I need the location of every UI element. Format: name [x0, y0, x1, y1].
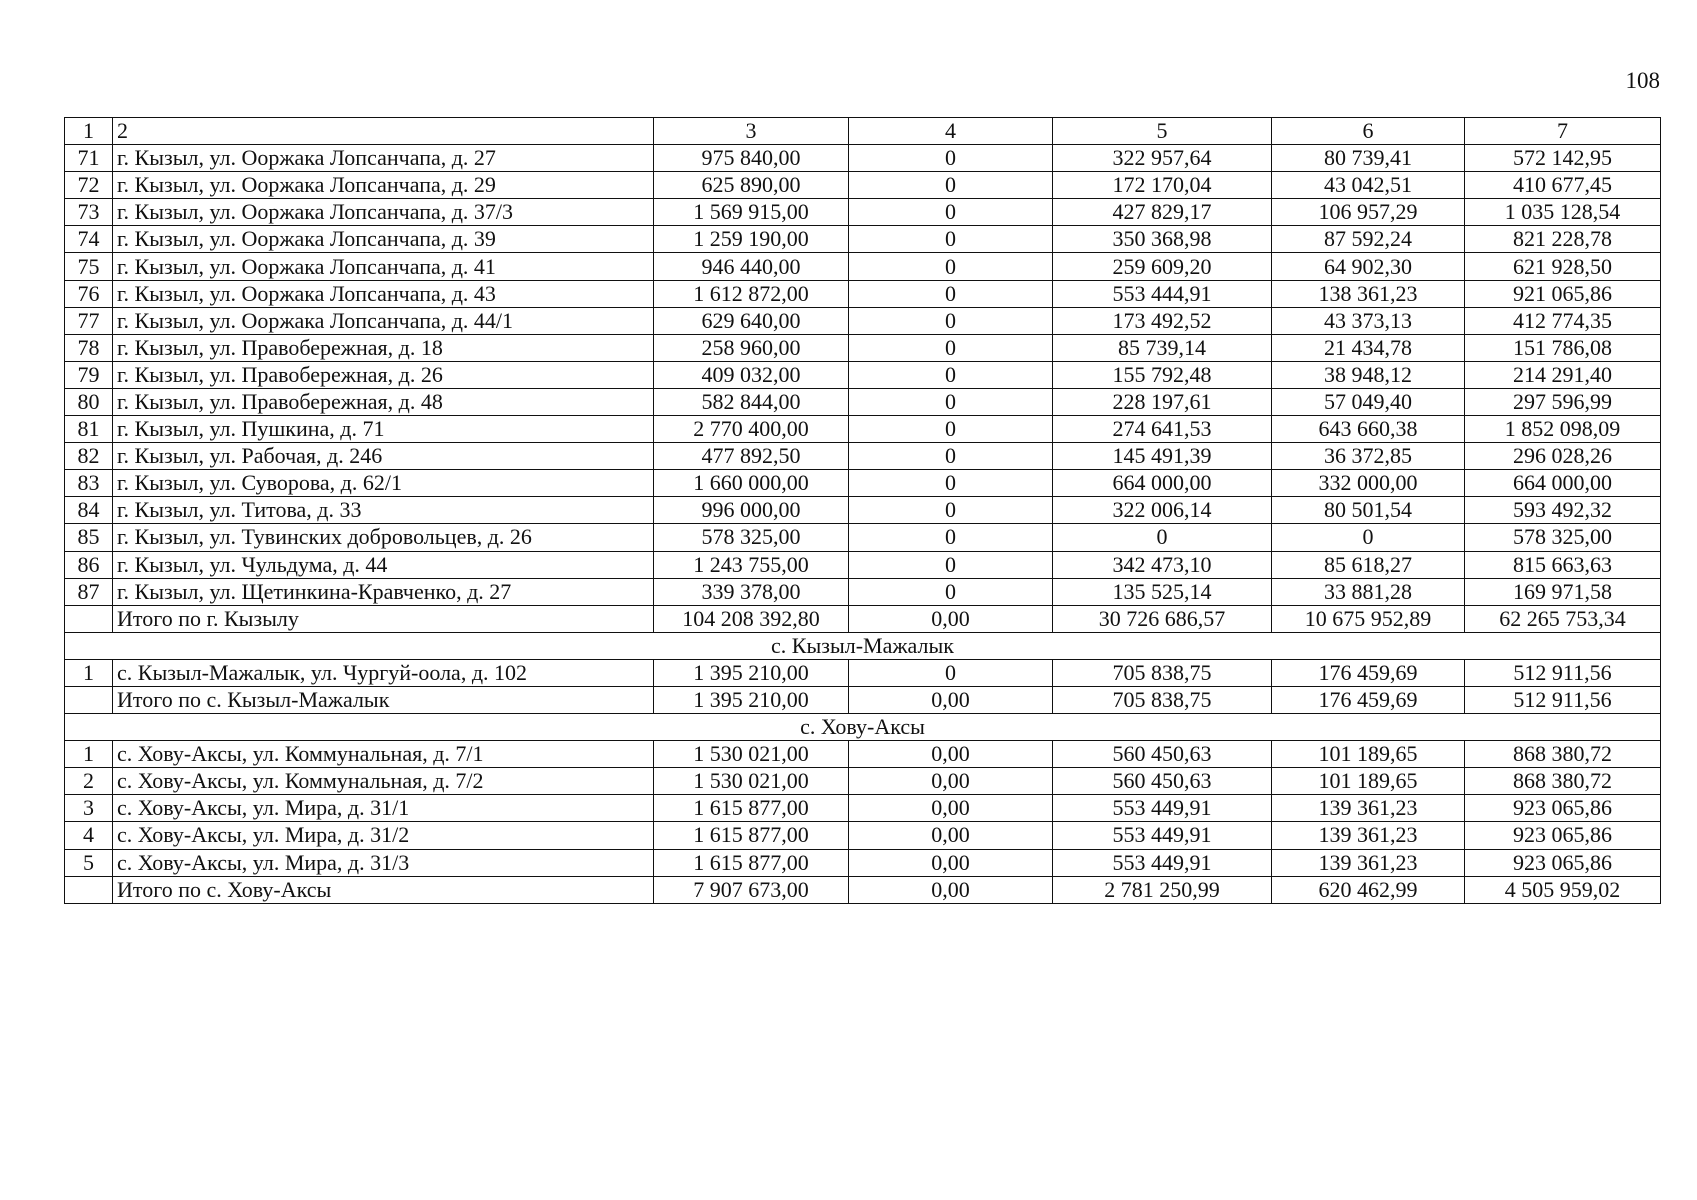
cell-col4: 0 [849, 416, 1053, 443]
table-row [65, 849, 1661, 876]
cell-col3: 629 640,00 [654, 307, 849, 334]
cell-col6: 106 957,29 [1272, 199, 1465, 226]
cell-number: 77 [65, 307, 113, 334]
cell-number: 71 [65, 145, 113, 172]
cell-col4: 0,00 [849, 876, 1053, 903]
cell-col6: 64 902,30 [1272, 253, 1465, 280]
cell-col6: 176 459,69 [1272, 686, 1465, 713]
cell-address: с. Хову-Аксы, ул. Коммунальная, д. 7/1 [113, 741, 654, 768]
cell-address: г. Кызыл, ул. Правобережная, д. 26 [113, 361, 654, 388]
cell-col7: 593 492,32 [1465, 497, 1661, 524]
cell-col6: 0 [1272, 524, 1465, 551]
cell-col5: 664 000,00 [1053, 470, 1272, 497]
cell-col7: 1 035 128,54 [1465, 199, 1661, 226]
table-row [65, 307, 1661, 334]
cell-col6: 332 000,00 [1272, 470, 1465, 497]
table-body [65, 118, 1661, 904]
cell-col6: 36 372,85 [1272, 443, 1465, 470]
cell-col4: 4 [849, 118, 1053, 145]
cell-number: 80 [65, 388, 113, 415]
cell-col7: 572 142,95 [1465, 145, 1661, 172]
cell-col4: 0 [849, 361, 1053, 388]
cell-number: 86 [65, 551, 113, 578]
cell-col3: 1 615 877,00 [654, 849, 849, 876]
cell-col5: 705 838,75 [1053, 659, 1272, 686]
cell-col5: 135 525,14 [1053, 578, 1272, 605]
cell-address: г. Кызыл, ул. Ооржака Лопсанчапа, д. 37/3 [113, 199, 654, 226]
cell-col6: 139 361,23 [1272, 849, 1465, 876]
cell-col4: 0,00 [849, 822, 1053, 849]
cell-col5: 322 957,64 [1053, 145, 1272, 172]
cell-col5: 172 170,04 [1053, 172, 1272, 199]
cell-col7: 62 265 753,34 [1465, 605, 1661, 632]
cell-col3: 1 612 872,00 [654, 280, 849, 307]
cell-col3: 946 440,00 [654, 253, 849, 280]
cell-col3: 582 844,00 [654, 388, 849, 415]
cell-col6: 139 361,23 [1272, 795, 1465, 822]
cell-col3: 1 395 210,00 [654, 686, 849, 713]
cell-col5: 350 368,98 [1053, 226, 1272, 253]
table-row [65, 551, 1661, 578]
cell-number: 78 [65, 334, 113, 361]
cell-number: 82 [65, 443, 113, 470]
cell-col7: 868 380,72 [1465, 741, 1661, 768]
cell-col6: 101 189,65 [1272, 768, 1465, 795]
cell-col5: 0 [1053, 524, 1272, 551]
cell-col4: 0 [849, 145, 1053, 172]
cell-address: г. Кызыл, ул. Ооржака Лопсанчапа, д. 44/1 [113, 307, 654, 334]
cell-col5: 560 450,63 [1053, 741, 1272, 768]
cell-col6: 6 [1272, 118, 1465, 145]
cell-col4: 0 [849, 334, 1053, 361]
table-row [65, 443, 1661, 470]
cell-number: 85 [65, 524, 113, 551]
cell-col3: 975 840,00 [654, 145, 849, 172]
cell-col7: 815 663,63 [1465, 551, 1661, 578]
table-row [65, 795, 1661, 822]
cell-col7: 410 677,45 [1465, 172, 1661, 199]
cell-address: 2 [113, 118, 654, 145]
cell-address: г. Кызыл, ул. Титова, д. 33 [113, 497, 654, 524]
cell-col3: 104 208 392,80 [654, 605, 849, 632]
cell-address: г. Кызыл, ул. Тувинских добровольцев, д. 26 [113, 524, 654, 551]
cell-col6: 33 881,28 [1272, 578, 1465, 605]
cell-col5: 553 449,91 [1053, 795, 1272, 822]
cell-col6: 620 462,99 [1272, 876, 1465, 903]
cell-col5: 705 838,75 [1053, 686, 1272, 713]
cell-address: Итого по с. Хову-Аксы [113, 876, 654, 903]
cell-col6: 85 618,27 [1272, 551, 1465, 578]
cell-col3: 578 325,00 [654, 524, 849, 551]
cell-address: г. Кызыл, ул. Ооржака Лопсанчапа, д. 41 [113, 253, 654, 280]
cell-col3: 1 615 877,00 [654, 822, 849, 849]
cell-address: г. Кызыл, ул. Ооржака Лопсанчапа, д. 27 [113, 145, 654, 172]
cell-address: с. Хову-Аксы, ул. Мира, д. 31/3 [113, 849, 654, 876]
table-row [65, 578, 1661, 605]
cell-number: 2 [65, 768, 113, 795]
cell-col7: 512 911,56 [1465, 659, 1661, 686]
cell-col6: 38 948,12 [1272, 361, 1465, 388]
cell-col4: 0 [849, 172, 1053, 199]
cell-col4: 0 [849, 497, 1053, 524]
cell-address: г. Кызыл, ул. Ооржака Лопсанчапа, д. 29 [113, 172, 654, 199]
table-row [65, 416, 1661, 443]
cell-number: 1 [65, 741, 113, 768]
cell-col4: 0 [849, 578, 1053, 605]
cell-col4: 0,00 [849, 849, 1053, 876]
cell-col6: 57 049,40 [1272, 388, 1465, 415]
cell-col4: 0 [849, 659, 1053, 686]
cell-col7: 512 911,56 [1465, 686, 1661, 713]
table-row [65, 659, 1661, 686]
cell-col3: 1 530 021,00 [654, 741, 849, 768]
cell-address: с. Хову-Аксы, ул. Коммунальная, д. 7/2 [113, 768, 654, 795]
cell-col3: 2 770 400,00 [654, 416, 849, 443]
section-heading-row [65, 632, 1661, 659]
cell-number: 4 [65, 822, 113, 849]
cell-col4: 0,00 [849, 605, 1053, 632]
cell-col5: 259 609,20 [1053, 253, 1272, 280]
cell-col4: 0 [849, 199, 1053, 226]
cell-col3: 1 243 755,00 [654, 551, 849, 578]
cell-address: с. Хову-Аксы, ул. Мира, д. 31/1 [113, 795, 654, 822]
cell-col5: 427 829,17 [1053, 199, 1272, 226]
cell-col7: 923 065,86 [1465, 822, 1661, 849]
data-table [64, 117, 1661, 904]
cell-address: г. Кызыл, ул. Ооржака Лопсанчапа, д. 43 [113, 280, 654, 307]
cell-address: Итого по г. Кызылу [113, 605, 654, 632]
cell-col7: 412 774,35 [1465, 307, 1661, 334]
cell-col5: 145 491,39 [1053, 443, 1272, 470]
cell-col7: 1 852 098,09 [1465, 416, 1661, 443]
cell-number: 3 [65, 795, 113, 822]
cell-col4: 0 [849, 388, 1053, 415]
cell-number: 72 [65, 172, 113, 199]
cell-col6: 138 361,23 [1272, 280, 1465, 307]
cell-col3: 625 890,00 [654, 172, 849, 199]
cell-col3: 477 892,50 [654, 443, 849, 470]
cell-col5: 30 726 686,57 [1053, 605, 1272, 632]
table-row [65, 226, 1661, 253]
table-row [65, 172, 1661, 199]
total-row [65, 605, 1661, 632]
cell-col4: 0 [849, 307, 1053, 334]
table-row [65, 145, 1661, 172]
cell-col3: 1 530 021,00 [654, 768, 849, 795]
cell-col7: 214 291,40 [1465, 361, 1661, 388]
section-heading-row [65, 714, 1661, 741]
cell-number: 87 [65, 578, 113, 605]
table-row [65, 822, 1661, 849]
cell-col7: 921 065,86 [1465, 280, 1661, 307]
cell-number: 75 [65, 253, 113, 280]
cell-number: 84 [65, 497, 113, 524]
cell-col7: 578 325,00 [1465, 524, 1661, 551]
cell-col4: 0 [849, 470, 1053, 497]
cell-col4: 0 [849, 443, 1053, 470]
table-row [65, 199, 1661, 226]
cell-col7: 923 065,86 [1465, 795, 1661, 822]
cell-col7: 923 065,86 [1465, 849, 1661, 876]
total-row [65, 686, 1661, 713]
cell-number: 81 [65, 416, 113, 443]
cell-number: 83 [65, 470, 113, 497]
cell-col4: 0,00 [849, 795, 1053, 822]
table-row [65, 253, 1661, 280]
cell-number: 1 [65, 118, 113, 145]
cell-col5: 5 [1053, 118, 1272, 145]
cell-address: г. Кызыл, ул. Ооржака Лопсанчапа, д. 39 [113, 226, 654, 253]
cell-col7: 821 228,78 [1465, 226, 1661, 253]
cell-col7: 169 971,58 [1465, 578, 1661, 605]
cell-col7: 7 [1465, 118, 1661, 145]
cell-col6: 87 592,24 [1272, 226, 1465, 253]
cell-number: 5 [65, 849, 113, 876]
cell-col4: 0 [849, 551, 1053, 578]
section-title: с. Хову-Аксы [65, 714, 1661, 741]
cell-col4: 0 [849, 226, 1053, 253]
cell-address: г. Кызыл, ул. Пушкина, д. 71 [113, 416, 654, 443]
cell-address: Итого по с. Кызыл-Мажалык [113, 686, 654, 713]
cell-col3: 1 569 915,00 [654, 199, 849, 226]
cell-number: 74 [65, 226, 113, 253]
cell-col3: 3 [654, 118, 849, 145]
cell-col5: 2 781 250,99 [1053, 876, 1272, 903]
cell-address: г. Кызыл, ул. Щетинкина-Кравченко, д. 27 [113, 578, 654, 605]
cell-col5: 155 792,48 [1053, 361, 1272, 388]
cell-col4: 0,00 [849, 768, 1053, 795]
cell-col7: 868 380,72 [1465, 768, 1661, 795]
cell-col7: 297 596,99 [1465, 388, 1661, 415]
cell-col6: 43 042,51 [1272, 172, 1465, 199]
table-row [65, 361, 1661, 388]
cell-number [65, 686, 113, 713]
cell-number [65, 876, 113, 903]
cell-col5: 560 450,63 [1053, 768, 1272, 795]
cell-col3: 996 000,00 [654, 497, 849, 524]
cell-col6: 101 189,65 [1272, 741, 1465, 768]
cell-col4: 0 [849, 280, 1053, 307]
cell-col7: 4 505 959,02 [1465, 876, 1661, 903]
cell-col5: 553 449,91 [1053, 849, 1272, 876]
cell-col3: 339 378,00 [654, 578, 849, 605]
cell-col3: 1 615 877,00 [654, 795, 849, 822]
table-row [65, 334, 1661, 361]
cell-col6: 80 739,41 [1272, 145, 1465, 172]
table-row [65, 768, 1661, 795]
table-row [65, 280, 1661, 307]
cell-col3: 7 907 673,00 [654, 876, 849, 903]
cell-col7: 664 000,00 [1465, 470, 1661, 497]
cell-col5: 85 739,14 [1053, 334, 1272, 361]
cell-col5: 553 444,91 [1053, 280, 1272, 307]
cell-address: г. Кызыл, ул. Чульдума, д. 44 [113, 551, 654, 578]
cell-col4: 0 [849, 253, 1053, 280]
cell-col7: 621 928,50 [1465, 253, 1661, 280]
cell-col6: 10 675 952,89 [1272, 605, 1465, 632]
cell-col5: 173 492,52 [1053, 307, 1272, 334]
cell-col4: 0 [849, 524, 1053, 551]
cell-col3: 258 960,00 [654, 334, 849, 361]
cell-col6: 643 660,38 [1272, 416, 1465, 443]
header-row [65, 118, 1661, 145]
cell-col3: 1 395 210,00 [654, 659, 849, 686]
cell-col5: 228 197,61 [1053, 388, 1272, 415]
cell-address: с. Кызыл-Мажалык, ул. Чургуй-оола, д. 102 [113, 659, 654, 686]
table-row [65, 388, 1661, 415]
cell-col4: 0,00 [849, 686, 1053, 713]
cell-col6: 21 434,78 [1272, 334, 1465, 361]
section-title: с. Кызыл-Мажалык [65, 632, 1661, 659]
table-row [65, 524, 1661, 551]
cell-col5: 322 006,14 [1053, 497, 1272, 524]
cell-number [65, 605, 113, 632]
cell-col5: 553 449,91 [1053, 822, 1272, 849]
table-row [65, 741, 1661, 768]
table-row [65, 497, 1661, 524]
cell-col5: 274 641,53 [1053, 416, 1272, 443]
cell-col7: 296 028,26 [1465, 443, 1661, 470]
cell-number: 73 [65, 199, 113, 226]
cell-col6: 139 361,23 [1272, 822, 1465, 849]
cell-col5: 342 473,10 [1053, 551, 1272, 578]
cell-col3: 409 032,00 [654, 361, 849, 388]
total-row [65, 876, 1661, 903]
cell-col7: 151 786,08 [1465, 334, 1661, 361]
cell-address: г. Кызыл, ул. Суворова, д. 62/1 [113, 470, 654, 497]
cell-number: 79 [65, 361, 113, 388]
cell-number: 76 [65, 280, 113, 307]
cell-address: г. Кызыл, ул. Правобережная, д. 48 [113, 388, 654, 415]
table-row [65, 470, 1661, 497]
page-number: 108 [1625, 68, 1660, 93]
cell-col6: 176 459,69 [1272, 659, 1465, 686]
cell-col3: 1 660 000,00 [654, 470, 849, 497]
cell-col6: 43 373,13 [1272, 307, 1465, 334]
cell-address: г. Кызыл, ул. Правобережная, д. 18 [113, 334, 654, 361]
cell-col4: 0,00 [849, 741, 1053, 768]
cell-number: 1 [65, 659, 113, 686]
cell-col6: 80 501,54 [1272, 497, 1465, 524]
cell-address: с. Хову-Аксы, ул. Мира, д. 31/2 [113, 822, 654, 849]
cell-address: г. Кызыл, ул. Рабочая, д. 246 [113, 443, 654, 470]
cell-col3: 1 259 190,00 [654, 226, 849, 253]
